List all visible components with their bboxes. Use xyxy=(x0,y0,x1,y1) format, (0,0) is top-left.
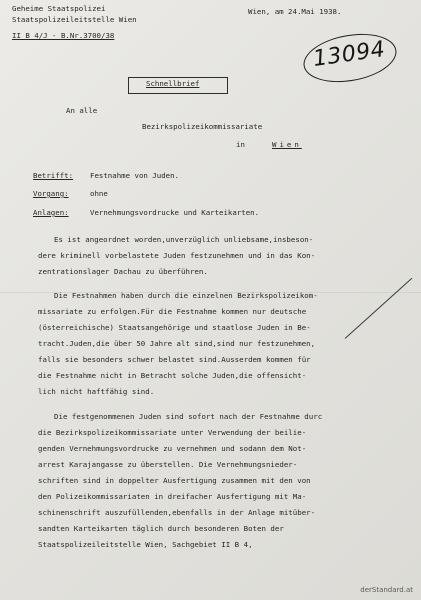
header-office: Staatspolizeileitstelle Wien xyxy=(12,15,137,24)
body-line: Staatspolizeileitstelle Wien, Sachgebiet II B 4, xyxy=(38,540,253,549)
address-in: in xyxy=(236,140,245,149)
body-line: falls sie besonders schwer belastet sind.Ausserdem kommen für xyxy=(38,355,311,364)
body-line: Es ist angeordnet worden,unverzüglich unliebsame,insbeson- xyxy=(54,235,314,244)
stamp-number: 13094 xyxy=(311,37,387,72)
document-date: Wien, am 24.Mai 1938. xyxy=(248,7,342,16)
anlagen-label: Anlagen: xyxy=(33,208,69,217)
header-agency: Geheime Staatspolizei xyxy=(12,4,106,13)
body-line: schriften sind in doppelter Ausfertigung zusammen mit den von xyxy=(38,476,311,485)
body-line: die Bezirkspolizeikommissariate unter Verwendung der beilie- xyxy=(38,428,307,437)
body-line: die Festnahme nicht in Betracht solche Juden,die offensicht- xyxy=(38,371,307,380)
body-line: (österreichische) Staatsangehörige und staatlose Juden in Be- xyxy=(38,323,311,332)
vorgang-value: ohne xyxy=(90,189,108,198)
watermark-text: derStandard.at xyxy=(360,586,413,594)
address-line-1: An alle xyxy=(66,106,98,115)
pen-stroke xyxy=(345,278,413,339)
body-line: genden Vernehmungsvordrucke zu vernehmen und sodann dem Not- xyxy=(38,444,307,453)
body-line: tracht.Juden,die über 50 Jahre alt sind,sind nur festzunehmen, xyxy=(38,339,316,348)
document-title: Schnellbrief xyxy=(146,79,200,88)
body-line: zentrationslager Dachau zu überführen. xyxy=(38,267,208,276)
body-line: den Polizeikommissariaten in dreifacher Ausfertigung mit Ma- xyxy=(38,492,307,501)
betrifft-label: Betrifft: xyxy=(33,171,74,180)
vorgang-label: Vorgang: xyxy=(33,189,69,198)
body-line: Die festgenommenen Juden sind sofort nach der Festnahme durc xyxy=(54,412,323,421)
body-line: lich nicht haftfähig sind. xyxy=(38,387,155,396)
body-line: missariate zu erfolgen.Für die Festnahme kommen nur deutsche xyxy=(38,307,307,316)
anlagen-value: Vernehmungsvordrucke und Karteikarten. xyxy=(90,208,260,217)
address-city: Wien xyxy=(272,140,302,149)
header-reference: II B 4/J - B.Nr.3700/38 xyxy=(12,31,115,40)
betrifft-value: Festnahme von Juden. xyxy=(90,171,179,180)
body-line: sandten Karteikarten täglich durch besonderen Boten der xyxy=(38,524,284,533)
body-line: schinenschrift auszufüllenden,ebenfalls in der Anlage mitüber- xyxy=(38,508,316,517)
body-line: arrest Karajangasse zu überstellen. Die Vernehmungsnieder- xyxy=(38,460,298,469)
body-line: Die Festnahmen haben durch die einzelnen Bezirkspolizeikom- xyxy=(54,291,318,300)
body-line: dere kriminell vorbelastete Juden festzunehmen und in das Kon- xyxy=(38,251,316,260)
address-line-2: Bezirkspolizeikommissariate xyxy=(142,122,263,131)
